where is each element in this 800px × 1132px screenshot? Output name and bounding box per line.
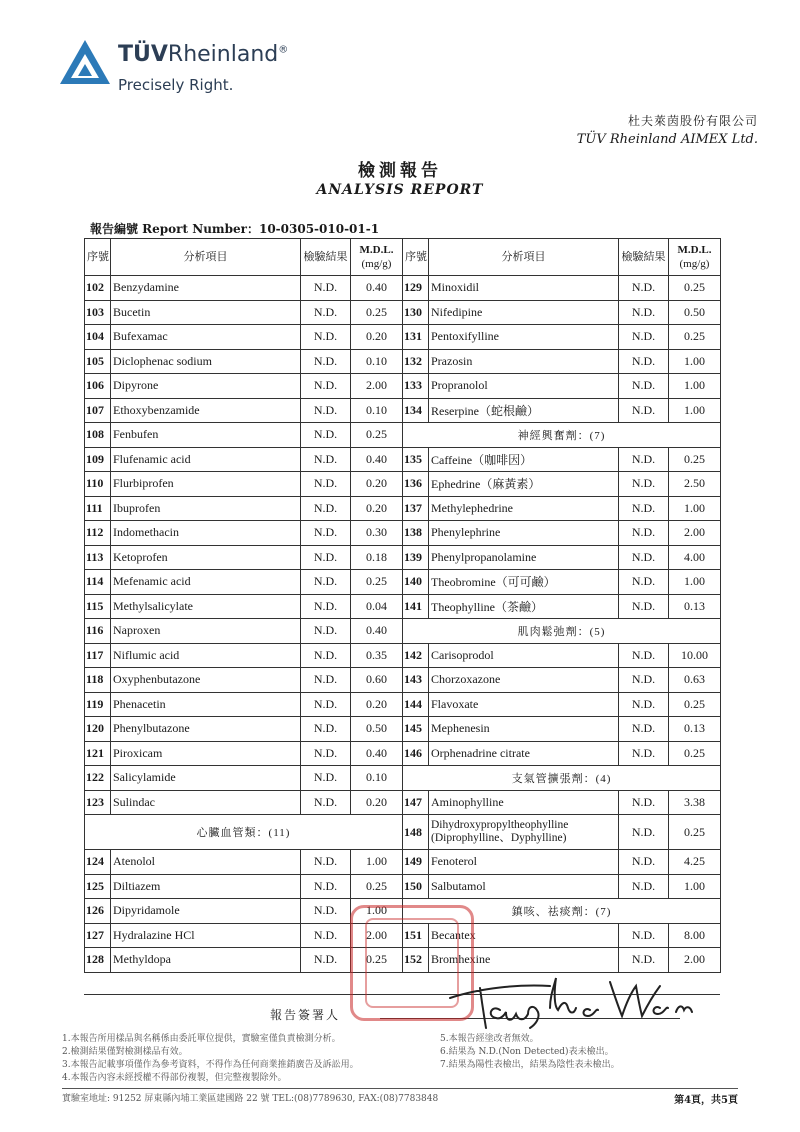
table-row [85, 741, 721, 766]
row-number: 103 [85, 300, 111, 325]
handwritten-signature [440, 968, 700, 1038]
mdl-cell: 0.25 [669, 325, 721, 350]
table-row [85, 692, 721, 717]
table-row [85, 447, 721, 472]
result-cell: N.D. [301, 398, 351, 423]
item-name: Dipyridamole [111, 899, 301, 924]
table-row [85, 619, 721, 644]
item-name: Theobromine（可可鹼） [429, 570, 619, 595]
mdl-cell: 4.25 [669, 850, 721, 875]
result-cell: N.D. [301, 948, 351, 973]
mdl-cell: 0.50 [351, 717, 403, 742]
mdl-cell: 0.25 [669, 447, 721, 472]
item-name: Bromhexine [429, 948, 619, 973]
notes-right [440, 1033, 620, 1072]
header-result: 檢驗結果 [301, 239, 351, 276]
mdl-cell: 4.00 [669, 545, 721, 570]
mdl-cell: 0.30 [351, 521, 403, 546]
result-cell: N.D. [619, 668, 669, 693]
mdl-cell: 0.25 [351, 570, 403, 595]
mdl-cell: 0.63 [669, 668, 721, 693]
header-item: 分析項目 [111, 239, 301, 276]
result-cell: N.D. [619, 276, 669, 301]
item-name: Bucetin [111, 300, 301, 325]
mdl-cell: 0.40 [351, 619, 403, 644]
mdl-cell: 1.00 [669, 349, 721, 374]
result-cell: N.D. [619, 874, 669, 899]
note-item: 2.檢測結果僅對檢測樣品有效。 [62, 1047, 188, 1057]
row-number: 130 [403, 300, 429, 325]
item-name: Salbutamol [429, 874, 619, 899]
table-row [85, 521, 721, 546]
category-header: 心臟血管類：(11) [85, 815, 403, 850]
item-name: Flavoxate [429, 692, 619, 717]
result-cell: N.D. [619, 570, 669, 595]
signer-label: 報告簽署人 [270, 1008, 341, 1022]
result-cell: N.D. [619, 472, 669, 497]
table-row [85, 570, 721, 595]
item-name: Oxyphenbutazone [111, 668, 301, 693]
category-header: 支氣管擴張劑：(4) [403, 766, 721, 791]
category-header: 神經興奮劑：(7) [403, 423, 721, 448]
category-header: 鎮咳、祛痰劑：(7) [403, 899, 721, 924]
mdl-cell: 0.20 [351, 325, 403, 350]
item-name: Diltiazem [111, 874, 301, 899]
item-name: Piroxicam [111, 741, 301, 766]
analysis-table [84, 238, 721, 973]
row-number: 141 [403, 594, 429, 619]
item-name: Pentoxifylline [429, 325, 619, 350]
item-name: Flurbiprofen [111, 472, 301, 497]
row-number: 117 [85, 643, 111, 668]
mdl-cell: 1.00 [669, 398, 721, 423]
result-cell: N.D. [619, 850, 669, 875]
item-name: Bufexamac [111, 325, 301, 350]
mdl-cell: 0.25 [351, 300, 403, 325]
mdl-cell: 1.00 [669, 570, 721, 595]
result-cell: N.D. [301, 594, 351, 619]
header-seq: 序號 [403, 239, 429, 276]
result-cell: N.D. [619, 300, 669, 325]
result-cell: N.D. [301, 521, 351, 546]
item-name: Mefenamic acid [111, 570, 301, 595]
row-number: 105 [85, 349, 111, 374]
table-row [85, 276, 721, 301]
item-name: Propranolol [429, 374, 619, 399]
row-number: 147 [403, 790, 429, 815]
item-name: Naproxen [111, 619, 301, 644]
item-name: Phenacetin [111, 692, 301, 717]
row-number: 121 [85, 741, 111, 766]
result-cell: N.D. [301, 874, 351, 899]
result-cell: N.D. [301, 447, 351, 472]
table-header-row [85, 239, 721, 276]
row-number: 136 [403, 472, 429, 497]
result-cell: N.D. [301, 374, 351, 399]
row-number: 148 [403, 815, 429, 850]
row-number: 142 [403, 643, 429, 668]
row-number: 104 [85, 325, 111, 350]
table-row [85, 717, 721, 742]
row-number: 126 [85, 899, 111, 924]
result-cell: N.D. [619, 815, 669, 850]
result-cell: N.D. [301, 619, 351, 644]
header-seq: 序號 [85, 239, 111, 276]
note-item: 1.本報告所用樣品與名稱係由委託單位提供，實驗室僅負責檢測分析。 [62, 1034, 341, 1044]
row-number: 124 [85, 850, 111, 875]
row-number: 133 [403, 374, 429, 399]
result-cell: N.D. [301, 349, 351, 374]
mdl-cell: 1.00 [669, 374, 721, 399]
table-row [85, 790, 721, 815]
mdl-cell: 0.25 [669, 815, 721, 850]
row-number: 128 [85, 948, 111, 973]
row-number: 122 [85, 766, 111, 791]
item-name: Methylsalicylate [111, 594, 301, 619]
result-cell: N.D. [301, 741, 351, 766]
row-number: 109 [85, 447, 111, 472]
item-name: Flufenamic acid [111, 447, 301, 472]
result-cell: N.D. [619, 545, 669, 570]
item-name: Chorzoxazone [429, 668, 619, 693]
triangle-logo-icon [58, 38, 112, 88]
brand-name: TÜVRheinland® [118, 42, 289, 67]
header-result: 檢驗結果 [619, 239, 669, 276]
brand-tagline: Precisely Right. [118, 76, 234, 94]
result-cell: N.D. [301, 923, 351, 948]
item-name: Phenylephrine [429, 521, 619, 546]
lab-address: 實驗室地址: 91252 屏東縣內埔工業區建國路 22 號 TEL:(08)7789630, FAX:(08)7783848 [62, 1094, 439, 1104]
mdl-cell: 0.20 [351, 472, 403, 497]
report-number: 報告編號 Report Number：10-0305-010-01-1 [90, 222, 380, 236]
result-cell: N.D. [619, 643, 669, 668]
mdl-cell: 0.10 [351, 398, 403, 423]
note-item: 5.本報告經塗改者無效。 [440, 1034, 539, 1044]
row-number: 145 [403, 717, 429, 742]
mdl-cell: 2.50 [669, 472, 721, 497]
mdl-cell: 2.00 [351, 374, 403, 399]
note-item: 3.本報告記載事項僅作為參考資料，不得作為任何商業推銷廣告及訴訟用。 [62, 1060, 359, 1070]
notes-left [62, 1033, 359, 1085]
row-number: 116 [85, 619, 111, 644]
row-number: 149 [403, 850, 429, 875]
mdl-cell: 0.20 [351, 692, 403, 717]
mdl-cell: 1.00 [351, 850, 403, 875]
table-row [85, 594, 721, 619]
item-name: Diclophenac sodium [111, 349, 301, 374]
result-cell: N.D. [619, 398, 669, 423]
result-cell: N.D. [301, 545, 351, 570]
result-cell: N.D. [301, 276, 351, 301]
table-row [85, 325, 721, 350]
header-mdl: M.D.L. (mg/g) [669, 239, 721, 276]
result-cell: N.D. [301, 496, 351, 521]
item-name: Ketoprofen [111, 545, 301, 570]
mdl-cell: 2.00 [351, 923, 403, 948]
row-number: 144 [403, 692, 429, 717]
row-number: 138 [403, 521, 429, 546]
table-row [85, 496, 721, 521]
company-name-zh: 杜夫萊茵股份有限公司 [627, 114, 758, 128]
mdl-cell: 0.04 [351, 594, 403, 619]
row-number: 108 [85, 423, 111, 448]
item-name: Indomethacin [111, 521, 301, 546]
result-cell: N.D. [301, 899, 351, 924]
row-number: 132 [403, 349, 429, 374]
row-number: 146 [403, 741, 429, 766]
mdl-cell: 0.13 [669, 717, 721, 742]
table-row [85, 472, 721, 497]
result-cell: N.D. [619, 521, 669, 546]
row-number: 151 [403, 923, 429, 948]
table-row [85, 300, 721, 325]
table-row [85, 643, 721, 668]
item-name: Sulindac [111, 790, 301, 815]
item-name: Carisoprodol [429, 643, 619, 668]
item-name: Atenolol [111, 850, 301, 875]
mdl-cell: 0.13 [669, 594, 721, 619]
result-cell: N.D. [619, 790, 669, 815]
row-number: 152 [403, 948, 429, 973]
row-number: 114 [85, 570, 111, 595]
result-cell: N.D. [301, 850, 351, 875]
item-name: Salicylamide [111, 766, 301, 791]
row-number: 106 [85, 374, 111, 399]
row-number: 113 [85, 545, 111, 570]
row-number: 112 [85, 521, 111, 546]
item-name: Prazosin [429, 349, 619, 374]
mdl-cell: 0.25 [351, 423, 403, 448]
row-number: 137 [403, 496, 429, 521]
table-row [85, 850, 721, 875]
mdl-cell: 0.25 [669, 276, 721, 301]
row-number: 135 [403, 447, 429, 472]
row-number: 123 [85, 790, 111, 815]
row-number: 115 [85, 594, 111, 619]
table-row [85, 398, 721, 423]
row-number: 140 [403, 570, 429, 595]
row-number: 143 [403, 668, 429, 693]
result-cell: N.D. [619, 447, 669, 472]
table-row [85, 374, 721, 399]
item-name: Becantex [429, 923, 619, 948]
mdl-cell: 2.00 [669, 521, 721, 546]
table-row [85, 423, 721, 448]
row-number: 139 [403, 545, 429, 570]
item-name: Fenbufen [111, 423, 301, 448]
item-name: Ibuprofen [111, 496, 301, 521]
result-cell: N.D. [301, 300, 351, 325]
row-number: 125 [85, 874, 111, 899]
table-row [85, 545, 721, 570]
mdl-cell: 0.25 [669, 692, 721, 717]
result-cell: N.D. [619, 374, 669, 399]
item-name: Phenylpropanolamine [429, 545, 619, 570]
row-number: 119 [85, 692, 111, 717]
header-mdl: M.D.L. (mg/g) [351, 239, 403, 276]
mdl-cell: 0.10 [351, 766, 403, 791]
table-row [85, 766, 721, 791]
item-name: Niflumic acid [111, 643, 301, 668]
row-number: 120 [85, 717, 111, 742]
result-cell: N.D. [301, 766, 351, 791]
mdl-cell: 0.60 [351, 668, 403, 693]
table-row [85, 668, 721, 693]
mdl-cell: 0.20 [351, 790, 403, 815]
result-cell: N.D. [301, 717, 351, 742]
mdl-cell: 0.18 [351, 545, 403, 570]
item-name: Benzydamine [111, 276, 301, 301]
result-cell: N.D. [301, 643, 351, 668]
mdl-cell: 0.20 [351, 496, 403, 521]
result-cell: N.D. [301, 692, 351, 717]
mdl-cell: 1.00 [669, 874, 721, 899]
mdl-cell: 0.25 [669, 741, 721, 766]
page-number: 第4頁，共5頁 [674, 1095, 738, 1106]
item-name: Mephenesin [429, 717, 619, 742]
item-name: Minoxidil [429, 276, 619, 301]
result-cell: N.D. [619, 496, 669, 521]
company-name-en: TÜV Rheinland AIMEX Ltd. [576, 132, 758, 147]
result-cell: N.D. [301, 423, 351, 448]
item-name: Theophylline（茶鹼） [429, 594, 619, 619]
result-cell: N.D. [619, 594, 669, 619]
header-item: 分析項目 [429, 239, 619, 276]
result-cell: N.D. [301, 668, 351, 693]
item-name: Methylephedrine [429, 496, 619, 521]
table-row [85, 874, 721, 899]
table-row [85, 349, 721, 374]
table-body [85, 276, 721, 973]
report-title-en: ANALYSIS REPORT [316, 182, 484, 198]
mdl-cell: 0.35 [351, 643, 403, 668]
table-row [85, 815, 721, 850]
item-name: Nifedipine [429, 300, 619, 325]
row-number: 134 [403, 398, 429, 423]
result-cell: N.D. [301, 472, 351, 497]
row-number: 102 [85, 276, 111, 301]
tuv-logo [58, 36, 318, 106]
mdl-cell: 0.40 [351, 447, 403, 472]
note-item: 4.本報告內容未經授權不得部份複製，但完整複製除外。 [62, 1073, 287, 1083]
note-item: 6.結果為 N.D.(Non Detected)表未檢出。 [440, 1047, 614, 1057]
row-number: 127 [85, 923, 111, 948]
item-name: Reserpine（蛇根鹼） [429, 398, 619, 423]
item-name: Fenoterol [429, 850, 619, 875]
note-item: 7.結果為陽性表檢出，結果為陰性表未檢出。 [440, 1060, 620, 1070]
item-name: Ethoxybenzamide [111, 398, 301, 423]
row-number: 107 [85, 398, 111, 423]
mdl-cell: 2.00 [669, 948, 721, 973]
row-number: 129 [403, 276, 429, 301]
mdl-cell: 8.00 [669, 923, 721, 948]
result-cell: N.D. [301, 570, 351, 595]
mdl-cell: 10.00 [669, 643, 721, 668]
mdl-cell: 0.25 [351, 874, 403, 899]
result-cell: N.D. [301, 325, 351, 350]
footer-rule [62, 1088, 738, 1089]
mdl-cell: 0.10 [351, 349, 403, 374]
item-name: Phenylbutazone [111, 717, 301, 742]
result-cell: N.D. [619, 948, 669, 973]
row-number: 150 [403, 874, 429, 899]
item-name: Orphenadrine citrate [429, 741, 619, 766]
item-name: Hydralazine HCl [111, 923, 301, 948]
item-name: Dipyrone [111, 374, 301, 399]
result-cell: N.D. [619, 349, 669, 374]
row-number: 110 [85, 472, 111, 497]
mdl-cell: 3.38 [669, 790, 721, 815]
result-cell: N.D. [619, 923, 669, 948]
result-cell: N.D. [619, 717, 669, 742]
report-title-zh: 檢測報告 [358, 161, 442, 181]
mdl-cell: 0.25 [351, 948, 403, 973]
result-cell: N.D. [619, 692, 669, 717]
mdl-cell: 1.00 [669, 496, 721, 521]
item-name: Dihydroxypropyltheophylline (Diprophylline、Dyphylline) [429, 815, 619, 850]
item-name: Caffeine（咖啡因） [429, 447, 619, 472]
mdl-cell: 0.40 [351, 741, 403, 766]
item-name: Methyldopa [111, 948, 301, 973]
result-cell: N.D. [301, 790, 351, 815]
row-number: 131 [403, 325, 429, 350]
row-number: 118 [85, 668, 111, 693]
mdl-cell: 1.00 [351, 899, 403, 924]
category-header: 肌肉鬆弛劑：(5) [403, 619, 721, 644]
result-cell: N.D. [619, 741, 669, 766]
item-name: Ephedrine（麻黃素） [429, 472, 619, 497]
mdl-cell: 0.50 [669, 300, 721, 325]
row-number: 111 [85, 496, 111, 521]
mdl-cell: 0.40 [351, 276, 403, 301]
result-cell: N.D. [619, 325, 669, 350]
item-name: Aminophylline [429, 790, 619, 815]
